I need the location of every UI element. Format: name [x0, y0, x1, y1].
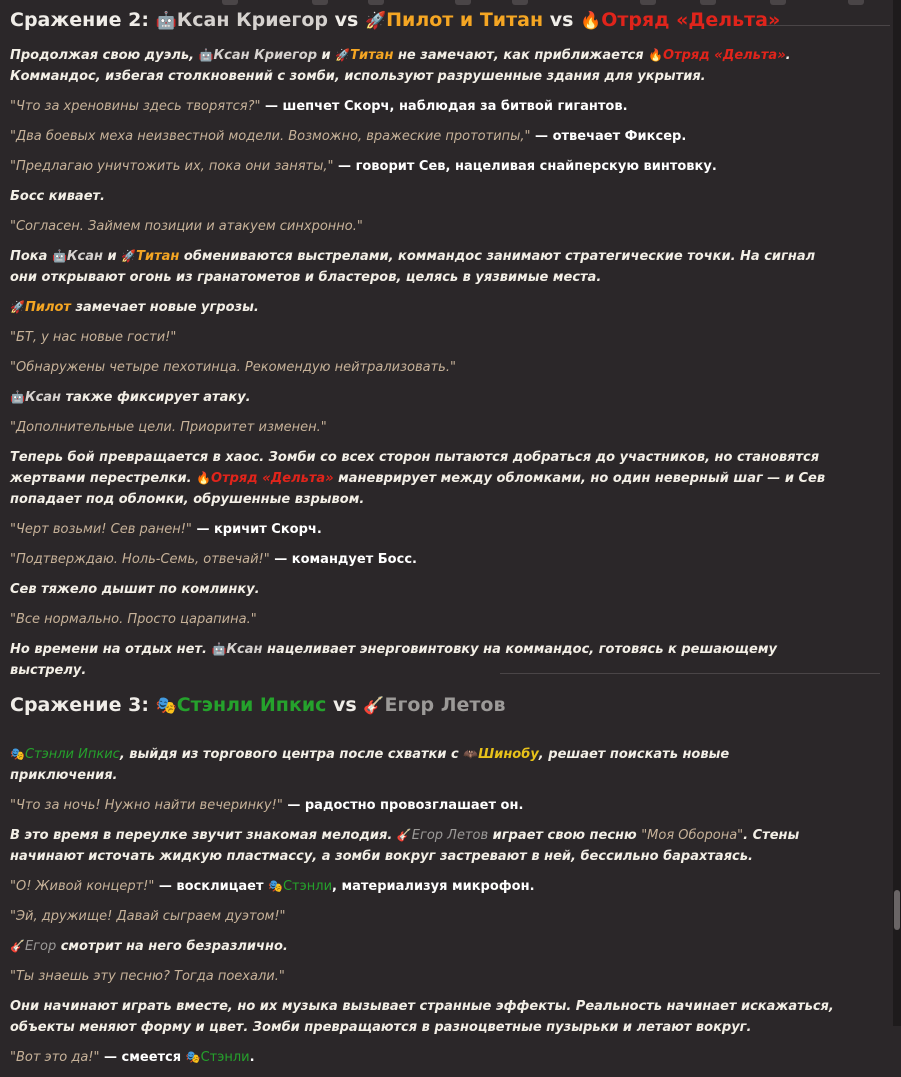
dialogue-line: "Эй, дружище! Давай сыграем дуэтом!": [10, 909, 286, 924]
masks-icon: 🎭: [10, 747, 25, 761]
rocket-icon: 🚀: [364, 11, 387, 31]
name-egor: Егор: [24, 939, 57, 954]
dialogue-line: "Подтверждаю. Ноль-Семь, отвечай!" — командует Босс.: [10, 552, 417, 567]
dialogue-line: "Что за ночь! Нужно найти вечеринку!" — радостно провозглашает он.: [10, 798, 524, 813]
name-delta: Отряд «Дельта»: [211, 471, 334, 486]
name-xan: Ксан: [66, 249, 103, 264]
robot-icon: 🤖: [211, 642, 227, 656]
fire-icon: 🔥: [580, 11, 602, 31]
robot-icon: 🤖: [198, 48, 214, 62]
dialogue-line: "Обнаружены четыре пехотинца. Рекомендую нейтрализовать.": [10, 360, 456, 375]
narration: Пока 🤖Ксан и 🚀Титан обмениваются выстрелами, коммандос занимают стратегические точки. На сигнал они открывают огонь из гранатометов и бластеров, целясь в уязвимые места.: [10, 249, 816, 285]
message-content: [10, 0, 840, 1077]
name-delta: Отряд «Дельта»: [663, 48, 786, 63]
narration: Они начинают играть вместе, но их музыка вызывает странные эффекты. Реальность начинает искажаться, объекты меняют форму и цвет. Зомби превращаются в разноцветные пузырьки и летают вокруг.: [10, 999, 834, 1035]
fighter-stanley: Стэнли Ипкис: [176, 694, 327, 716]
battle-2-heading: [10, 6, 840, 35]
battle-3-heading: [10, 691, 840, 720]
fighter-pilot-titan: Пилот и Титан: [386, 9, 544, 31]
dialogue-line: "Два боевых меха неизвестной модели. Возможно, вражеские прототипы," — отвечает Фиксер.: [10, 129, 687, 144]
name-stanley: Стэнли: [200, 1050, 250, 1065]
name-pilot: Пилот: [24, 300, 71, 315]
narration: Сев тяжело дышит по комлинку.: [10, 582, 260, 597]
heading-prefix: Сражение 3:: [10, 694, 156, 716]
fire-icon: 🔥: [648, 48, 664, 62]
vs-label: vs: [543, 9, 581, 31]
name-titan: Титан: [350, 48, 394, 63]
narration: 🎸Егор смотрит на него безразлично.: [10, 939, 288, 954]
heading-prefix: Сражение 2:: [10, 9, 156, 31]
fighter-xan: Ксан Криегор: [176, 9, 328, 31]
dialogue-line: "Предлагаю уничтожить их, пока они заняты," — говорит Сев, нацеливая снайперскую винтовку.: [10, 159, 717, 174]
dialogue-line: "О! Живой концерт!" — восклицает 🎭Стэнли, материализуя микрофон.: [10, 879, 535, 894]
masks-icon: 🎭: [185, 1050, 201, 1064]
narration: 🚀Пилот замечает новые угрозы.: [10, 300, 259, 315]
robot-icon: 🤖: [155, 11, 177, 31]
narration: В это время в переулке звучит знакомая мелодия. 🎸Егор Летов играет свою песню "Моя Оборона". Стены начинают источать жидкую пластмассу, а зомби вокруг застревают в ней, бессильно барахтаясь.: [10, 828, 800, 864]
divider: [500, 673, 880, 674]
masks-icon: 🎭: [155, 696, 177, 716]
fighter-delta: Отряд «Дельта»: [601, 9, 781, 31]
dialogue-line: "Черт возьми! Сев ранен!" — кричит Скорч.: [10, 522, 322, 537]
robot-icon: 🤖: [51, 249, 67, 263]
vs-label: vs: [326, 694, 364, 716]
narration: 🤖Ксан также фиксирует атаку.: [10, 390, 251, 405]
name-xan: Ксан: [226, 642, 263, 657]
scrollbar-thumb[interactable]: [894, 890, 900, 930]
rocket-icon: 🚀: [335, 48, 351, 62]
rocket-icon: 🚀: [121, 249, 137, 263]
fighter-egor: Егор Летов: [384, 694, 506, 716]
dialogue-line: "Согласен. Займем позиции и атакуем синхронно.": [10, 219, 363, 234]
narration: 🎭Стэнли Ипкис, выйдя из торгового центра после схватки с 🦇Шинобу, решает поискать новые приключения.: [10, 747, 730, 783]
narration: Теперь бой превращается в хаос. Зомби со всех сторон пытаются добраться до участников, но становятся жертвами перестрелки. 🔥Отряд «Дельта» маневрирует между обломками, но один неверный шаг — и Сев попадает под обломки, обрушенные взрывом.: [10, 450, 826, 507]
name-stanley: Стэнли Ипкис: [24, 747, 120, 762]
toolbar-button-shape[interactable]: [848, 0, 864, 5]
guitar-icon: 🎸: [10, 939, 25, 953]
name-stanley: Стэнли: [282, 879, 333, 894]
scrollbar[interactable]: [893, 0, 901, 1026]
narration: Босс кивает.: [10, 189, 105, 204]
name-egor: Егор Летов: [411, 828, 489, 843]
name-xan: Ксан: [24, 390, 62, 405]
dialogue-line: "Ты знаешь эту песню? Тогда поехали.": [10, 969, 285, 984]
name-titan: Титан: [136, 249, 180, 264]
guitar-icon: 🎸: [363, 696, 385, 716]
masks-icon: 🎭: [268, 879, 283, 893]
dialogue-line: "Что за хреновины здесь творятся?" — шепчет Скорч, наблюдая за битвой гигантов.: [10, 99, 628, 114]
narration: Но времени на отдых нет. 🤖Ксан нацеливает энерговинтовку на коммандос, готовясь к решающему выстрелу.: [10, 642, 777, 678]
dialogue-line: "Все нормально. Просто царапина.": [10, 612, 257, 627]
fire-icon: 🔥: [196, 471, 212, 485]
vs-label: vs: [328, 9, 365, 31]
dialogue-line: "Вот это да!" — смеется 🎭Стэнли.: [10, 1050, 255, 1065]
guitar-icon: 🎸: [396, 828, 412, 842]
bat-icon: 🦇: [463, 747, 479, 761]
name-xan: Ксан Криегор: [213, 48, 318, 63]
song-title: "Моя Оборона": [641, 828, 744, 843]
rocket-icon: 🚀: [10, 300, 25, 314]
robot-icon: 🤖: [10, 390, 25, 404]
dialogue-line: "Дополнительные цели. Приоритет изменен.": [10, 420, 327, 435]
name-shinobu: Шинобу: [478, 747, 539, 762]
narration: Продолжая свою дуэль, 🤖Ксан Криегор и 🚀Титан не замечают, как приближается 🔥Отряд «Дельта». Коммандос, избегая столкновений с зомби, используют разрушенные здания для укрытия.: [10, 48, 791, 84]
dialogue-line: "БТ, у нас новые гости!": [10, 330, 177, 345]
